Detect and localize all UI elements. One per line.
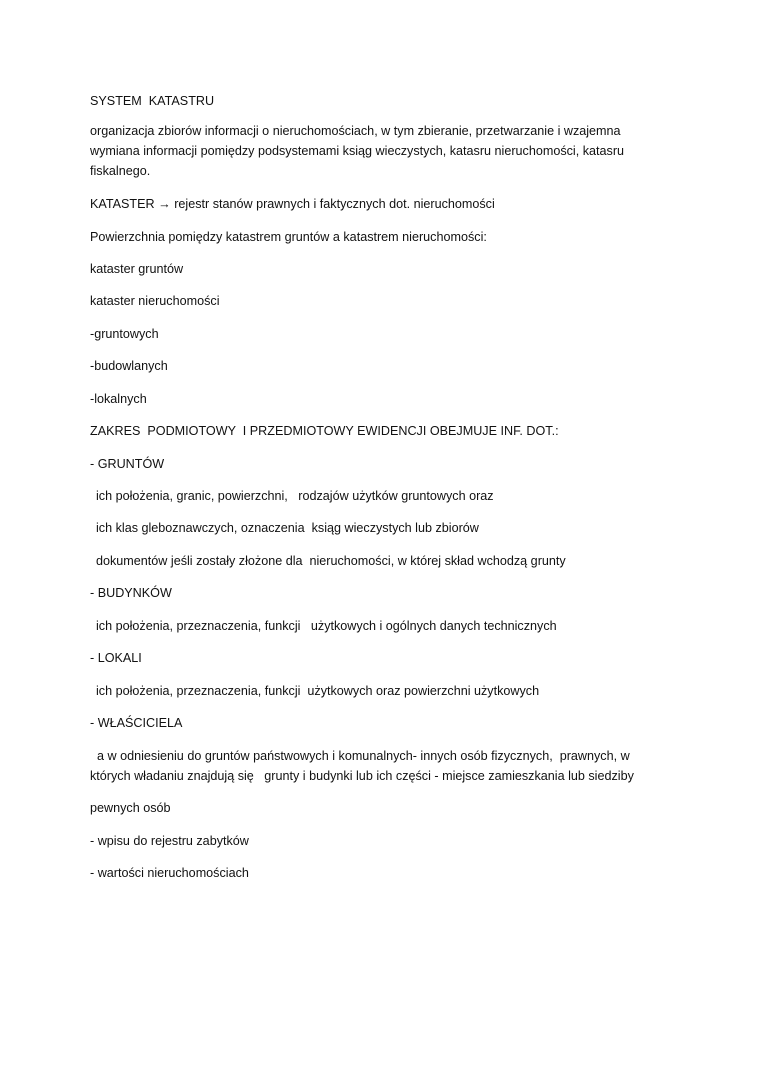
kataster-definition: KATASTER → rejestr stanów prawnych i faktycznych dot. nieruchomości	[90, 197, 495, 211]
grunty-detail: ich położenia, granic, powierzchni, rodzajów użytków gruntowych oraz	[96, 489, 494, 503]
document-title: SYSTEM KATASTRU	[90, 94, 215, 108]
grunty-detail: dokumentów jeśli zostały złożone dla nieruchomości, w której skład wchodzą grunty	[96, 554, 566, 568]
wlasciciele-detail: których władaniu znajdują się grunty i budynki lub ich części - miejsce zamieszkania lub siedziby	[90, 769, 634, 783]
kataster-nieruchomosci: kataster nieruchomości	[90, 294, 220, 308]
pewnych-osob: pewnych osób	[90, 801, 171, 815]
wlasciciele-paragraph	[90, 746, 660, 786]
budynki-detail: ich położenia, przeznaczenia, funkcji użytkowych i ogólnych danych technicznych	[96, 619, 557, 633]
zakres-heading: ZAKRES PODMIOTOWY I PRZEDMIOTOWY EWIDENCJI OBEJMUJE INF. DOT.:	[90, 424, 559, 438]
lokale-heading: - LOKALI	[90, 651, 142, 665]
grunty-heading: - GRUNTÓW	[90, 457, 165, 471]
type-item: -gruntowych	[90, 327, 159, 341]
type-item: -lokalnych	[90, 392, 147, 406]
lokale-detail: ich położenia, przeznaczenia, funkcji użytkowych oraz powierzchni użytkowych	[96, 684, 540, 698]
wlasciciele-heading: - WŁAŚCICIELA	[90, 716, 183, 730]
budynki-heading: - BUDYNKÓW	[90, 586, 172, 600]
zabytki-line: - wpisu do rejestru zabytków	[90, 834, 249, 848]
type-item: -budowlanych	[90, 359, 168, 373]
grunty-detail: ich klas gleboznawczych, oznaczenia ksiąg wieczystych lub zbiorów	[96, 521, 479, 535]
definition-line: organizacja zbiorów informacji o nieruchomościach, w tym zbieranie, przetwarzanie i wzajemna	[90, 124, 621, 138]
definition-line: fiskalnego.	[90, 164, 151, 178]
definition-paragraph	[90, 121, 655, 181]
wartosci-line: - wartości nieruchomościach	[90, 866, 249, 880]
definition-line: wymiana informacji pomiędzy podsystemami ksiąg wieczystych, katasru nieruchomości, katasru	[90, 144, 625, 158]
wlasciciele-detail: a w odniesieniu do gruntów państwowych i komunalnych- innych osób fizycznych, prawnych, w	[90, 749, 630, 763]
kataster-gruntow: kataster gruntów	[90, 262, 184, 276]
powierzchnia-line: Powierzchnia pomiędzy katastrem gruntów a katastrem nieruchomości:	[90, 230, 487, 244]
